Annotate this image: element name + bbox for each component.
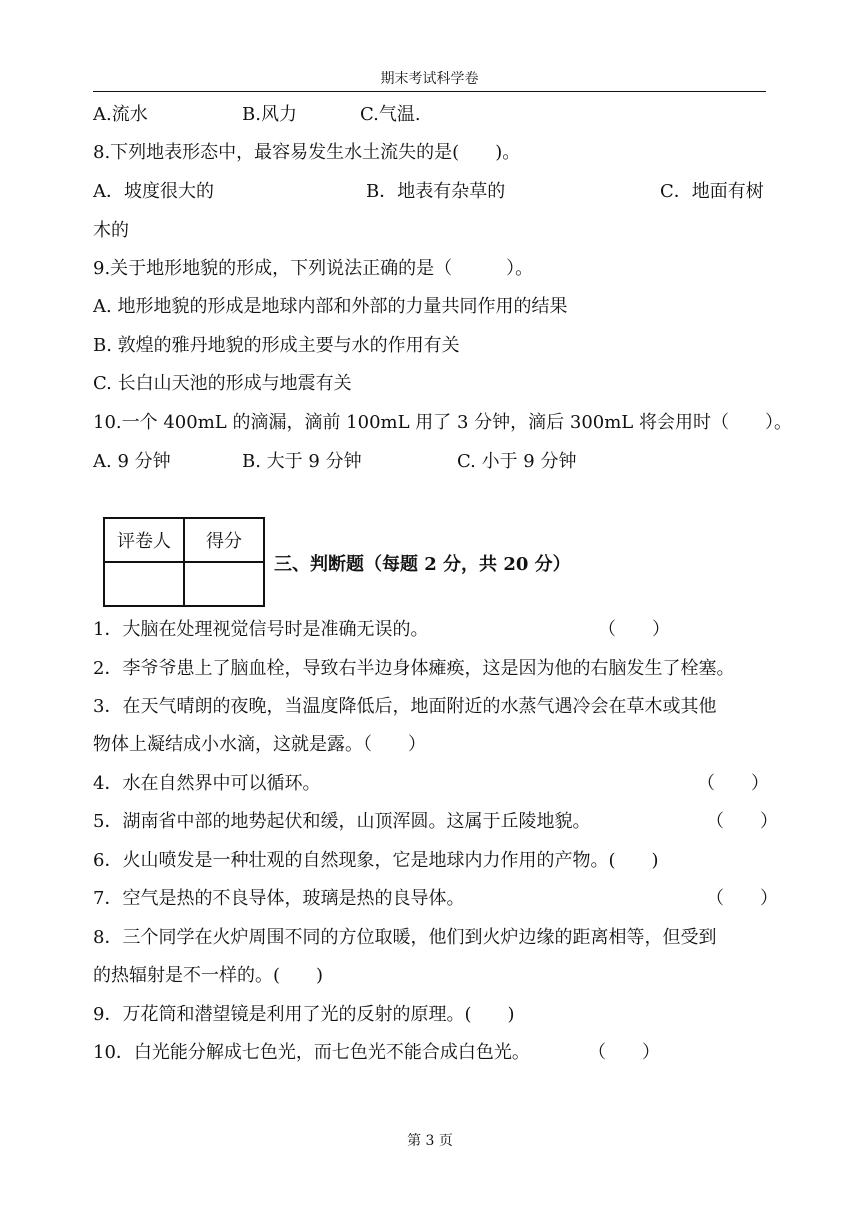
q9-option-c: C. 长白山天池的形成与地震有关 bbox=[93, 373, 352, 394]
judge-item-3-continued: 物体上凝结成小水滴，这就是露。（ ） bbox=[93, 734, 426, 755]
q8-option-a: A．坡度很大的 bbox=[93, 181, 214, 202]
q7-option-a: A.流水 bbox=[93, 104, 148, 125]
header-divider bbox=[93, 91, 766, 92]
q10-option-a: A. 9 分钟 bbox=[93, 451, 171, 472]
judge-item-5: 5．湖南省中部的地势起伏和缓，山顶浑圆。这属于丘陵地貌。 bbox=[93, 811, 591, 832]
q9-option-a: A. 地形地貌的形成是地球内部和外部的力量共同作用的结果 bbox=[93, 296, 568, 317]
grader-header: 评卷人 bbox=[104, 518, 184, 562]
page-header-title: 期末考试科学卷 bbox=[380, 71, 479, 87]
q10-stem: 10.一个 400mL 的滴漏，滴前 100mL 用了 3 分钟，滴后 300mL 将会用时（ ）。 bbox=[93, 412, 792, 433]
q7-option-b: B.风力 bbox=[242, 104, 297, 125]
judge-item-1-answer: （ ） bbox=[598, 619, 670, 640]
judge-item-5-answer: （ ） bbox=[706, 811, 778, 832]
section-title: 三、判断题（每题 2 分，共 20 分） bbox=[274, 554, 571, 575]
judge-item-1: 1．大脑在处理视觉信号时是准确无误的。 bbox=[93, 619, 429, 640]
q8-stem: 8.下列地表形态中，最容易发生水土流失的是( )。 bbox=[93, 142, 521, 163]
judge-item-8-continued: 的热辐射是不一样的。( ) bbox=[93, 965, 324, 986]
judge-item-7: 7．空气是热的不良导体，玻璃是热的良导体。 bbox=[93, 888, 465, 909]
q10-option-c: C. 小于 9 分钟 bbox=[457, 451, 577, 472]
score-table bbox=[103, 517, 265, 607]
grader-cell bbox=[104, 562, 184, 606]
q7-option-c: C.气温. bbox=[360, 104, 421, 125]
judge-item-9: 9．万花筒和潜望镜是利用了光的反射的原理。( ) bbox=[93, 1004, 515, 1025]
judge-item-4: 4．水在自然界中可以循环。 bbox=[93, 773, 321, 794]
q10-option-b: B. 大于 9 分钟 bbox=[242, 451, 362, 472]
judge-item-7-answer: （ ） bbox=[706, 888, 778, 909]
q8-option-c: C．地面有树 bbox=[660, 181, 764, 202]
q8-option-c-continued: 木的 bbox=[93, 220, 129, 241]
q9-stem: 9.关于地形地貌的形成，下列说法正确的是（ ）。 bbox=[93, 258, 534, 279]
q8-option-b: B．地表有杂草的 bbox=[366, 181, 506, 202]
judge-item-4-answer: （ ） bbox=[697, 773, 769, 794]
judge-item-10-answer: （ ） bbox=[588, 1042, 660, 1063]
score-cell bbox=[184, 562, 264, 606]
judge-item-3: 3．在天气晴朗的夜晚，当温度降低后，地面附近的水蒸气遇冷会在草木或其他 bbox=[93, 696, 717, 717]
judge-item-6: 6．火山喷发是一种壮观的自然现象，它是地球内力作用的产物。( ) bbox=[93, 850, 659, 871]
score-header: 得分 bbox=[184, 518, 264, 562]
q9-option-b: B. 敦煌的雅丹地貌的形成主要与水的作用有关 bbox=[93, 335, 460, 356]
page-number: 第 3 页 bbox=[407, 1133, 453, 1149]
judge-item-10: 10．白光能分解成七色光，而七色光不能合成白色光。 bbox=[93, 1042, 530, 1063]
judge-item-8: 8．三个同学在火炉周围不同的方位取暖，他们到火炉边缘的距离相等，但受到 bbox=[93, 927, 717, 948]
judge-item-2: 2．李爷爷患上了脑血栓，导致右半边身体瘫痪，这是因为他的右脑发生了栓塞。 bbox=[93, 658, 735, 679]
